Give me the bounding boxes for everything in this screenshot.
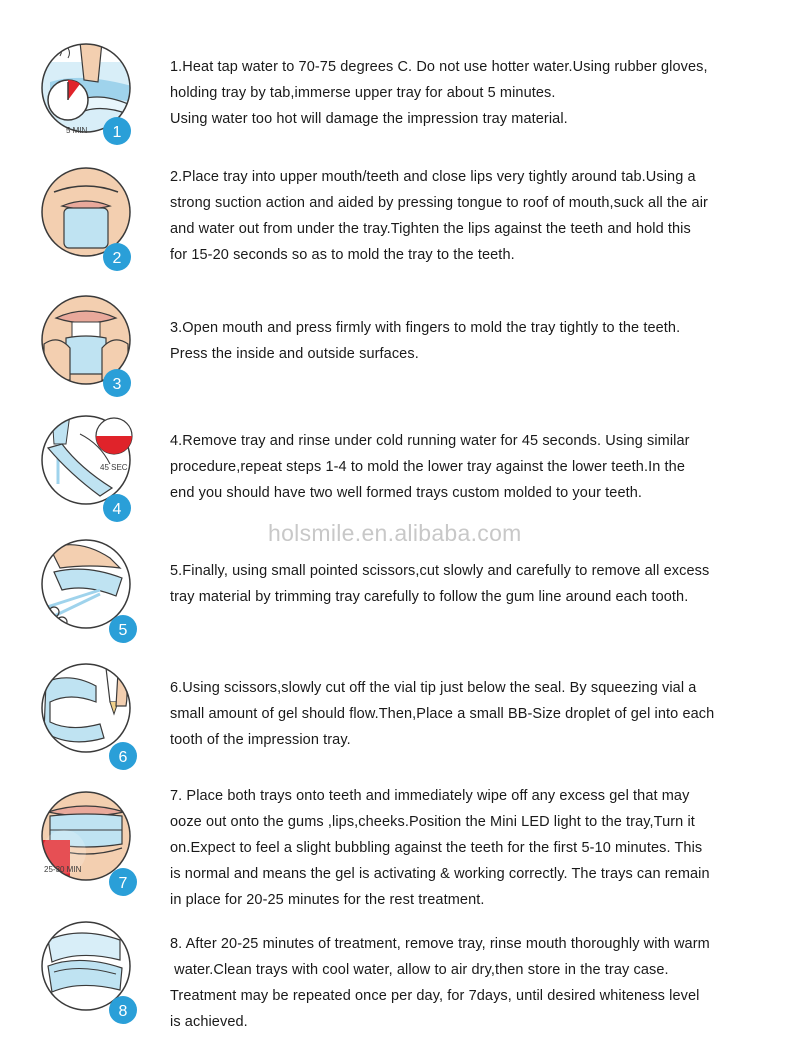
step-line: is normal and means the gel is activating & working correctly. The trays can remain [170, 866, 710, 882]
step-badge [102, 493, 132, 523]
step-badge [108, 614, 138, 644]
step-line: 4.Remove tray and rinse under cold running water for 45 seconds. Using similar [170, 433, 690, 449]
step-text [170, 675, 770, 753]
step-text [170, 783, 770, 913]
step-badge [108, 867, 138, 897]
step-badge [108, 995, 138, 1025]
step-line: tooth of the impression tray. [170, 732, 351, 748]
step-line: for 15-20 seconds so as to mold the tray to the teeth. [170, 247, 515, 263]
step-badge [108, 741, 138, 771]
step-text [170, 558, 770, 610]
step-line: 6.Using scissors,slowly cut off the vial tip just below the seal. By squeezing vial a [170, 680, 697, 696]
step-line: Using water too hot will damage the impression tray material. [170, 111, 568, 127]
step-text [170, 315, 770, 367]
step-number: 6 [118, 749, 128, 766]
step-line: ooze out onto the gums ,lips,cheeks.Position the Mini LED light to the tray,Turn it [170, 814, 695, 830]
step-line: end you should have two well formed trays custom molded to your teeth. [170, 485, 643, 501]
step-line: Treatment may be repeated once per day, for 7days, until desired whiteness level [170, 988, 700, 1004]
step-line: 7. Place both trays onto teeth and immediately wipe off any excess gel that may [170, 788, 690, 804]
watermark: holsmile.en.alibaba.com [268, 520, 522, 546]
step-badge [102, 242, 132, 272]
timer-label: 5 MIN [66, 126, 88, 135]
step-number: 5 [118, 622, 128, 639]
step-line: 2.Place tray into upper mouth/teeth and close lips very tightly around tab.Using a [170, 169, 696, 185]
step-line: procedure,repeat steps 1-4 to mold the lower tray against the lower teeth.In the [170, 459, 685, 475]
step-text [170, 164, 770, 268]
step-badge [102, 116, 132, 146]
step-text [170, 428, 770, 506]
step-line: 3.Open mouth and press firmly with fingers to mold the tray tightly to the teeth. [170, 320, 681, 336]
step-line: water.Clean trays with cool water, allow to air dry,then store in the tray case. [170, 962, 669, 978]
step-line: 8. After 20-25 minutes of treatment, remove tray, rinse mouth thoroughly with warm [170, 936, 710, 952]
step-line: is achieved. [170, 1014, 248, 1030]
step-number: 7 [118, 875, 128, 892]
step-line: strong suction action and aided by pressing tongue to roof of mouth,suck all the air [170, 195, 708, 211]
step-number: 2 [112, 250, 122, 267]
timer-label: 25-30 MIN [44, 865, 82, 874]
timer-label: 45 SEC [100, 463, 128, 472]
step-line: 5.Finally, using small pointed scissors,cut slowly and carefully to remove all excess [170, 563, 710, 579]
step-line: and water out from under the tray.Tighten the lips against the teeth and hold this [170, 221, 691, 237]
step-line: holding tray by tab,immerse upper tray for about 5 minutes. [170, 85, 556, 101]
step-number: 1 [112, 124, 122, 141]
step-line: 1.Heat tap water to 70-75 degrees C. Do not use hotter water.Using rubber gloves, [170, 59, 708, 75]
step-number: 8 [118, 1003, 128, 1020]
step-line: tray material by trimming tray carefully to follow the gum line around each tooth. [170, 589, 689, 605]
step-line: small amount of gel should flow.Then,Place a small BB-Size droplet of gel into each [170, 706, 715, 722]
step-text [170, 931, 770, 1035]
step-line: in place for 20-25 minutes for the rest treatment. [170, 892, 485, 908]
step-number: 3 [112, 376, 122, 393]
step-badge [102, 368, 132, 398]
step-line: on.Expect to feel a slight bubbling against the teeth for the first 5-10 minutes. This [170, 840, 703, 856]
step-number: 4 [112, 501, 122, 518]
step-line: Press the inside and outside surfaces. [170, 346, 419, 362]
step-text [170, 54, 770, 132]
